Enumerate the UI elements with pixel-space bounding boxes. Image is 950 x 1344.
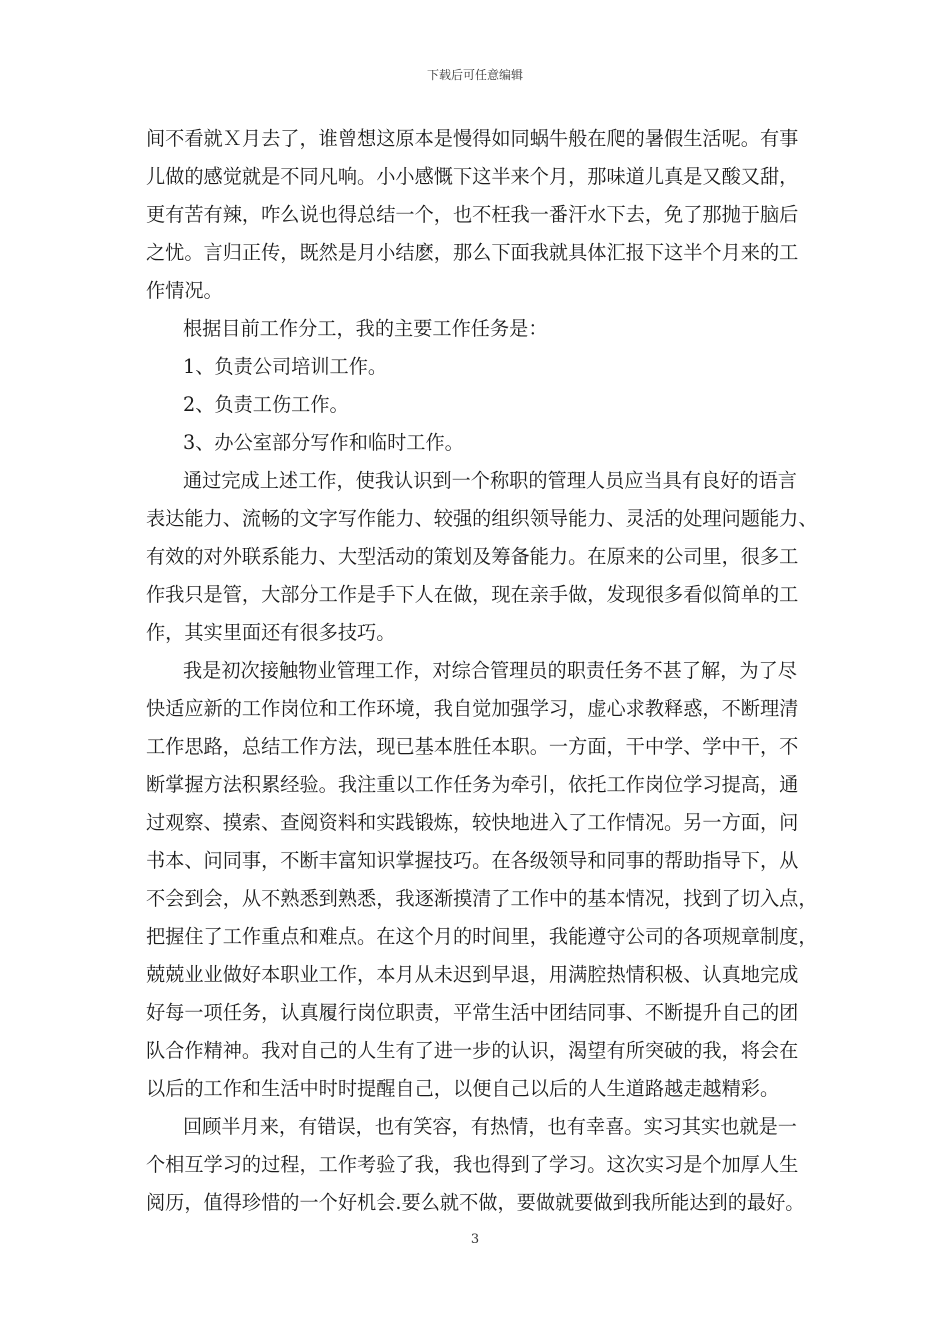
text-line: 表达能力、流畅的文字写作能力、较强的组织领导能力、灵活的处理问题能力、	[146, 507, 818, 530]
text-line: 间不看就Ｘ月去了，谁曾想这原本是慢得如同蜗牛般在爬的暑假生活呢。有事	[146, 127, 799, 150]
text-line: 有效的对外联系能力、大型活动的策划及筹备能力。在原来的公司里，很多工	[146, 545, 799, 568]
paragraph	[146, 1108, 821, 1222]
list-item	[146, 424, 821, 462]
text-line: 3、办公室部分写作和临时工作。	[183, 431, 464, 454]
paragraph	[146, 310, 821, 348]
text-line: 更有苦有辣，咋么说也得总结一个，也不枉我一番汗水下去，免了那抛于脑后	[146, 203, 799, 226]
text-line: 好每一项任务，认真履行岗位职责，平常生活中团结同事、不断提升自己的团	[146, 1001, 799, 1024]
text-line: 作，其实里面还有很多技巧。	[146, 621, 396, 644]
text-line: 1、负责公司培训工作。	[183, 355, 388, 378]
text-line: 断掌握方法积累经验。我注重以工作任务为牵引，依托工作岗位学习提高，通	[146, 773, 799, 796]
paragraph	[146, 120, 821, 310]
text-line: 以后的工作和生活中时时提醒自己，以便自己以后的人生道路越走越精彩。	[146, 1077, 780, 1100]
text-line: 工作思路，总结工作方法，现已基本胜任本职。一方面，干中学、学中干，不	[146, 735, 799, 758]
text-line: 通过完成上述工作，使我认识到一个称职的管理人员应当具有良好的语言	[183, 469, 797, 492]
paragraph	[146, 462, 821, 652]
text-line: 作我只是管，大部分工作是手下人在做，现在亲手做，发现很多看似简单的工	[146, 583, 799, 606]
text-line: 不会到会，从不熟悉到熟悉，我逐渐摸清了工作中的基本情况，找到了切入点，	[146, 887, 818, 910]
list-item	[146, 348, 821, 386]
document-body	[146, 120, 821, 1222]
text-line: 书本、问同事，不断丰富知识掌握技巧。在各级领导和同事的帮助指导下，从	[146, 849, 799, 872]
text-line: 队合作精神。我对自己的人生有了进一步的认识，渴望有所突破的我，将会在	[146, 1039, 799, 1062]
text-line: 作情况。	[146, 279, 223, 302]
text-line: 快适应新的工作岗位和工作环境，我自觉加强学习，虚心求教释惑，不断理清	[146, 697, 799, 720]
paragraph	[146, 652, 821, 1108]
text-line: 2、负责工伤工作。	[183, 393, 349, 416]
text-line: 我是初次接触物业管理工作，对综合管理员的职责任务不甚了解，为了尽	[183, 659, 797, 682]
list-item	[146, 386, 821, 424]
text-line: 根据目前工作分工，我的主要工作任务是：	[183, 317, 548, 340]
text-line: 兢兢业业做好本职业工作，本月从未迟到早退，用满腔热情积极、认真地完成	[146, 963, 799, 986]
page-header: 下载后可任意编辑	[426, 68, 523, 82]
text-line: 回顾半月来，有错误，也有笑容，有热情，也有幸喜。实习其实也就是一	[183, 1115, 797, 1138]
text-line: 之忧。言归正传，既然是月小结麽，那么下面我就具体汇报下这半个月来的工	[146, 241, 799, 264]
text-line: 把握住了工作重点和难点。在这个月的时间里，我能遵守公司的各项规章制度，	[146, 925, 818, 948]
text-line: 个相互学习的过程，工作考验了我，我也得到了学习。这次实习是个加厚人生	[146, 1153, 799, 1176]
text-line: 儿做的感觉就是不同凡响。小小感慨下这半来个月，那味道儿真是又酸又甜，	[146, 165, 799, 188]
page-number: 3	[470, 1232, 480, 1247]
text-line: 阅历，值得珍惜的一个好机会.要么就不做，要做就要做到我所能达到的最好。	[146, 1191, 805, 1214]
text-line: 过观察、摸索、查阅资料和实践锻炼，较快地进入了工作情况。另一方面，问	[146, 811, 799, 834]
